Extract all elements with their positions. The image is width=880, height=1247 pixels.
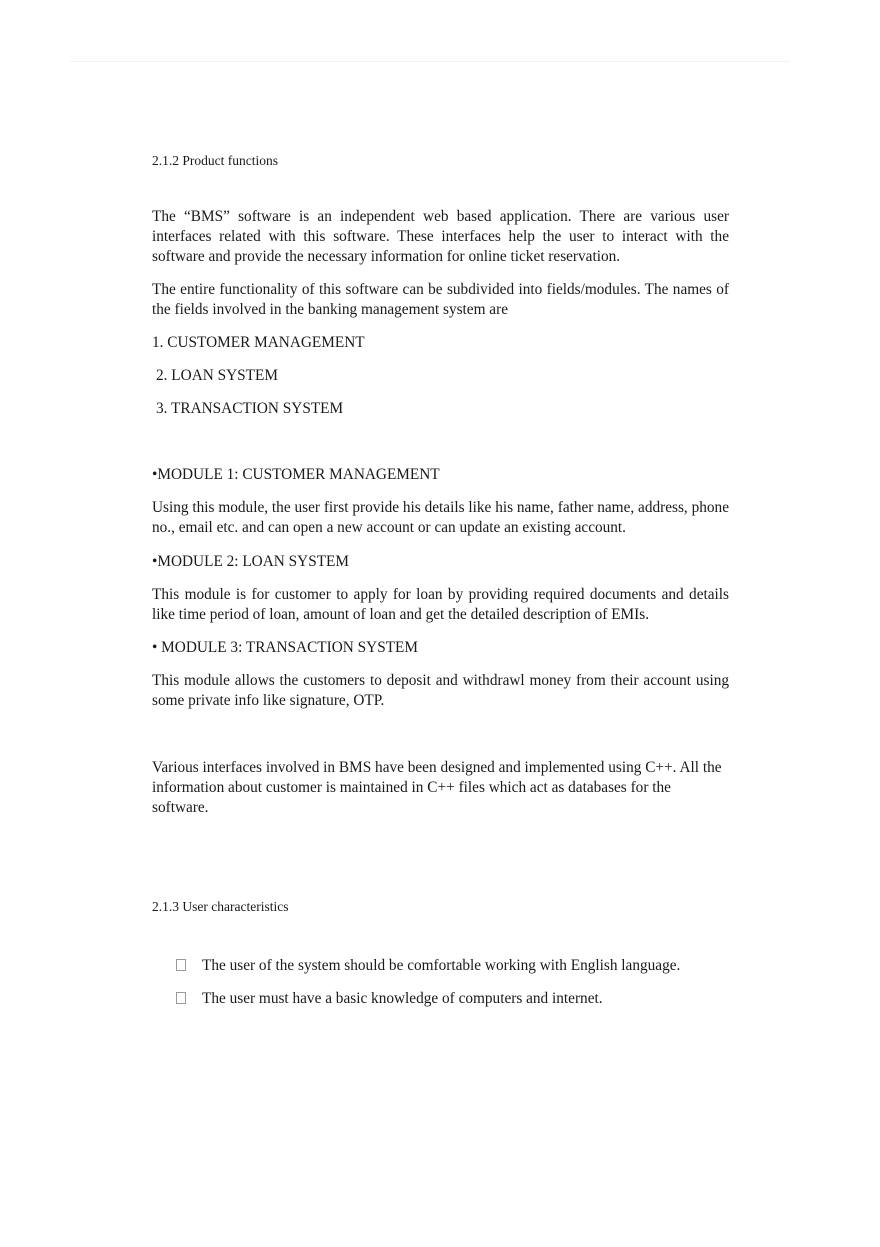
list-item bbox=[176, 956, 680, 976]
module-3-description: This module allows the customers to deposit and withdrawl money from their account using some private info like signature, OTP. bbox=[152, 672, 729, 709]
user-characteristic-1: The user of the system should be comfortable working with English language. bbox=[202, 957, 681, 974]
section-heading-user-characteristics: 2.1.3 User characteristics bbox=[152, 899, 289, 914]
section-heading-product-functions: 2.1.2 Product functions bbox=[152, 153, 278, 168]
checkbox-bullet-icon bbox=[176, 992, 186, 1004]
intro-paragraph: The “BMS” software is an independent web based application. There are various user interfaces related with this software. These interfaces help the user to interact with the software and provide the necessary information for online ticket reservation. bbox=[152, 208, 729, 265]
header-rule bbox=[70, 61, 790, 62]
interfaces-line-1: Various interfaces involved in BMS have been designed and implemented using C++. All the bbox=[152, 759, 722, 776]
interfaces-line-3: software. bbox=[152, 799, 209, 816]
module-1-description: Using this module, the user first provide his details like his name, father name, address, phone no., email etc. and can open a new account or can update an existing account. bbox=[152, 499, 729, 536]
module-3-title: • MODULE 3: TRANSACTION SYSTEM bbox=[152, 639, 418, 656]
field-item-customer-management: 1. CUSTOMER MANAGEMENT bbox=[152, 334, 365, 351]
interfaces-line-2: information about customer is maintained in C++ files which act as databases for the bbox=[152, 779, 671, 796]
fields-intro-paragraph: The entire functionality of this software can be subdivided into fields/modules. The names of the fields involved in the banking management system are bbox=[152, 281, 729, 318]
list-item bbox=[176, 989, 603, 1009]
field-item-transaction-system: 3. TRANSACTION SYSTEM bbox=[156, 400, 344, 417]
module-1-title: •MODULE 1: CUSTOMER MANAGEMENT bbox=[152, 466, 440, 483]
module-2-description: This module is for customer to apply for loan by providing required documents and details like time period of loan, amount of loan and get the detailed description of EMIs. bbox=[152, 586, 729, 623]
module-2-title: •MODULE 2: LOAN SYSTEM bbox=[152, 553, 349, 570]
field-item-loan-system: 2. LOAN SYSTEM bbox=[156, 367, 278, 384]
checkbox-bullet-icon bbox=[176, 959, 186, 971]
user-characteristic-2: The user must have a basic knowledge of computers and internet. bbox=[202, 990, 603, 1007]
